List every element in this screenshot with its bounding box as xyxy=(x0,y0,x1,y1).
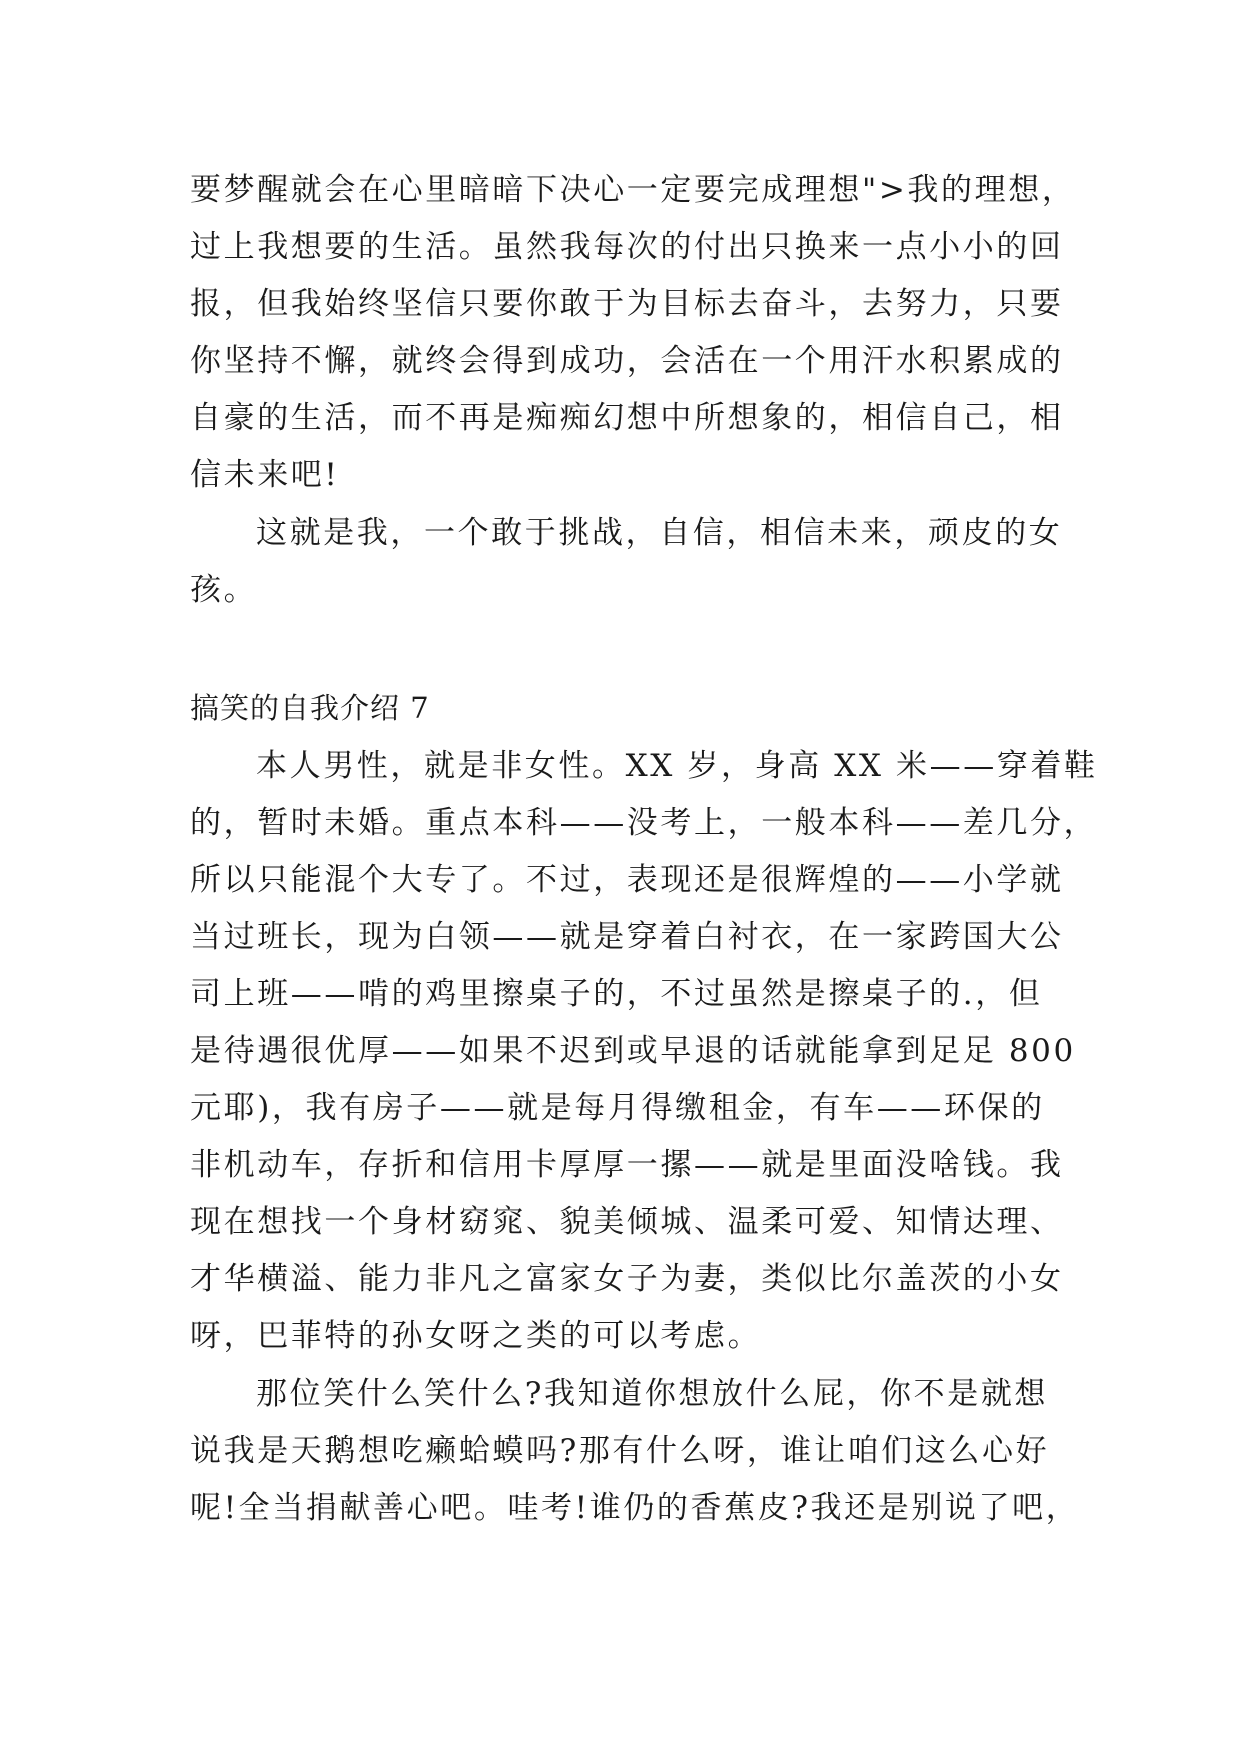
paragraph-line: 才华横溢、能力非凡之富家女子为妻，类似比尔盖茨的小女 xyxy=(190,1261,1064,1297)
paragraph-line: 元耶)，我有房子——就是每月得缴租金，有车——环保的 xyxy=(190,1090,1045,1126)
paragraph-line: 那位笑什么笑什么?我知道你想放什么屁，你不是就想 xyxy=(256,1376,1049,1412)
paragraph-line: 所以只能混个大专了。不过，表现还是很辉煌的——小学就 xyxy=(190,862,1064,898)
paragraph-line: 报，但我始终坚信只要你敢于为目标去奋斗，去努力，只要 xyxy=(190,286,1064,322)
paragraph-line: 当过班长，现为白领——就是穿着白衬衣，在一家跨国大公 xyxy=(190,919,1064,955)
paragraph-line: 说我是天鹅想吃癞蛤蟆吗?那有什么呀，谁让咱们这么心好 xyxy=(190,1433,1050,1469)
paragraph-line: 这就是我，一个敢于挑战，自信，相信未来，顽皮的女 xyxy=(256,515,1063,551)
paragraph-line: 你坚持不懈，就终会得到成功，会活在一个用汗水积累成的 xyxy=(190,343,1064,379)
paragraph-line: 要梦醒就会在心里暗暗下决心一定要完成理想">我的理想， xyxy=(190,172,1076,208)
paragraph-line: 非机动车，存折和信用卡厚厚一摞——就是里面没啥钱。我 xyxy=(190,1147,1064,1183)
section-heading: 搞笑的自我介绍 7 xyxy=(190,691,430,725)
paragraph-line: 孩。 xyxy=(190,572,258,608)
paragraph-line: 的，暂时未婚。重点本科——没考上，一般本科——差几分， xyxy=(190,805,1098,841)
paragraph-line: 是待遇很优厚——如果不迟到或早退的话就能拿到足足 800 xyxy=(190,1033,1076,1069)
paragraph-line: 呀，巴菲特的孙女呀之类的可以考虑。 xyxy=(190,1318,762,1354)
paragraph-line: 司上班——啃的鸡里擦桌子的，不过虽然是擦桌子的.，但 xyxy=(190,976,1043,1012)
paragraph-line: 呢!全当捐献善心吧。哇考!谁仍的香蕉皮?我还是别说了吧， xyxy=(190,1490,1080,1526)
paragraph-line: 信未来吧! xyxy=(190,457,340,493)
paragraph-line: 自豪的生活，而不再是痴痴幻想中所想象的，相信自己，相 xyxy=(190,400,1064,436)
paragraph-line: 过上我想要的生活。虽然我每次的付出只换来一点小小的回 xyxy=(190,229,1064,265)
paragraph-line: 现在想找一个身材窈窕、貌美倾城、温柔可爱、知情达理、 xyxy=(190,1204,1064,1240)
paragraph-line: 本人男性，就是非女性。XX 岁，身高 XX 米——穿着鞋 xyxy=(256,748,1098,784)
